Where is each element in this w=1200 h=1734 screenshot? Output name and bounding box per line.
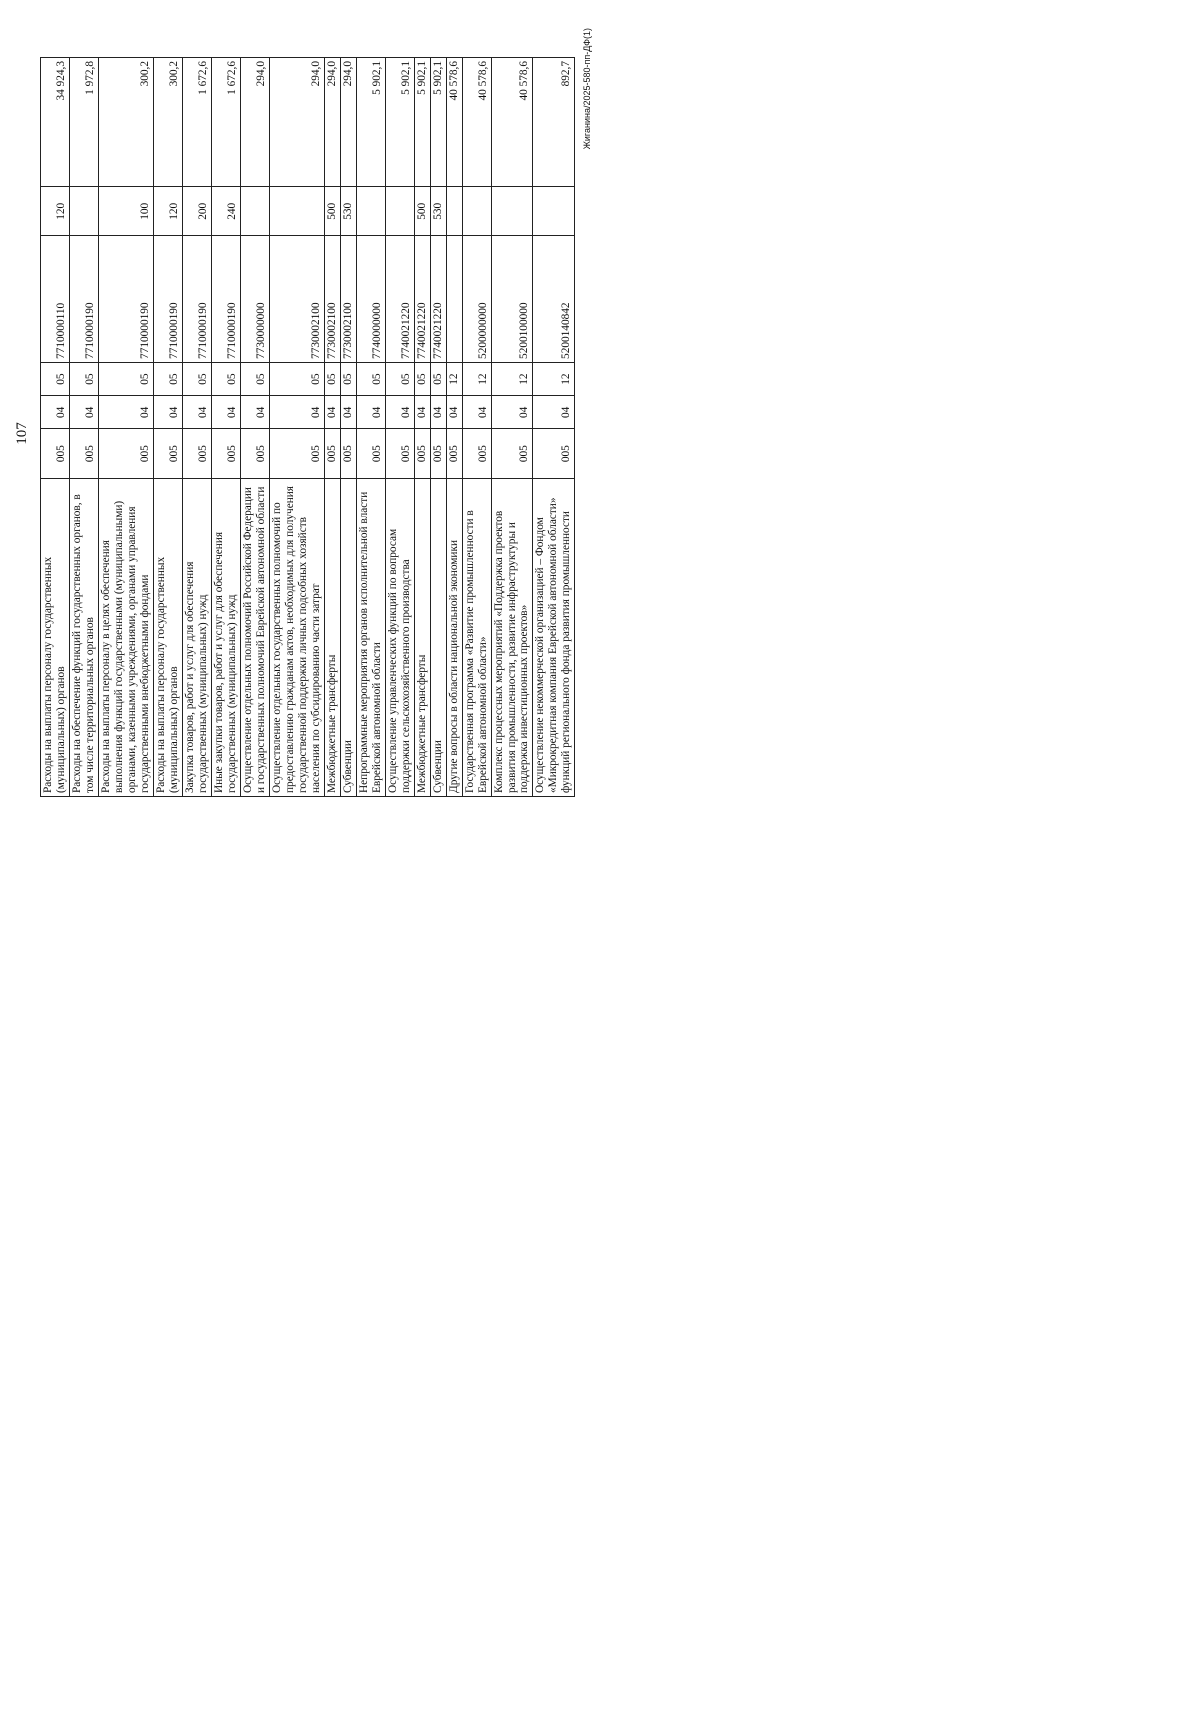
code-ministry: 005 [462,429,491,478]
row-name: Иные закупки товаров, работ и услуг для обеспечения государственных (муниципальных) нужд [211,478,240,796]
code-ministry: 005 [491,429,533,478]
code-expense-type [240,187,269,236]
row-name: Межбюджетные трансферты [414,478,430,796]
code-section: 04 [430,396,446,429]
code-subsection: 05 [414,362,430,395]
amount-cell: 294,0 [269,58,324,187]
code-expense-type: 240 [211,187,240,236]
row-name: Субвенции [340,478,356,796]
code-expense-type: 120 [41,187,70,236]
code-target: 5200140842 [533,236,575,362]
code-ministry: 005 [69,429,98,478]
code-ministry: 005 [446,429,462,478]
amount-cell: 5 902,1 [430,58,446,187]
code-target [446,236,462,362]
row-name: Расходы на выплаты персоналу в целях обеспечения выполнения функций государственными (муниципальными) органами, казенными учреждениями, органами управления государственными внебюджетными фондами [98,478,153,796]
row-name: Другие вопросы в области национальной экономики [446,478,462,796]
code-section: 04 [211,396,240,429]
code-ministry: 005 [356,429,385,478]
code-ministry: 005 [269,429,324,478]
code-ministry: 005 [340,429,356,478]
code-expense-type: 530 [430,187,446,236]
amount-cell: 40 578,6 [446,58,462,187]
table-row [269,58,324,797]
row-name: Субвенции [430,478,446,796]
code-target: 7710000190 [153,236,182,362]
code-expense-type: 200 [182,187,211,236]
code-subsection: 05 [385,362,414,395]
code-expense-type: 120 [153,187,182,236]
amount-cell: 294,0 [240,58,269,187]
row-name: Осуществление отдельных полномочий Российской Федерации и государственных полномочий Еврейской автономной области [240,478,269,796]
code-section: 04 [269,396,324,429]
code-ministry: 005 [211,429,240,478]
code-target: 5200000000 [462,236,491,362]
table-row [491,58,533,797]
code-target: 7710000190 [69,236,98,362]
table-row [340,58,356,797]
code-section: 04 [41,396,70,429]
row-name: Непрограммные мероприятия органов исполнительной власти Еврейской автономной области [356,478,385,796]
code-subsection: 05 [430,362,446,395]
code-target: 7710000190 [211,236,240,362]
row-name: Осуществление отдельных государственных полномочий по предоставлению гражданам актов, необходимых для получения государственной поддержки личных подсобных хозяйств населения по субсидированию части затрат [269,478,324,796]
amount-cell: 294,0 [324,58,340,187]
code-ministry: 005 [385,429,414,478]
code-ministry: 005 [414,429,430,478]
code-subsection: 05 [324,362,340,395]
code-target: 5200100000 [491,236,533,362]
code-expense-type: 530 [340,187,356,236]
code-expense-type: 100 [98,187,153,236]
amount-cell: 294,0 [340,58,356,187]
table-row [356,58,385,797]
code-section: 04 [462,396,491,429]
row-name: Закупка товаров, работ и услуг для обеспечения государственных (муниципальных) нужд [182,478,211,796]
document-stamp: Жиганина/2025-580-пп-ДФ(1) [582,28,592,150]
code-target: 7740021220 [385,236,414,362]
row-name: Расходы на выплаты персоналу государственных (муниципальных) органов [153,478,182,796]
code-section: 04 [153,396,182,429]
code-target: 7730002100 [340,236,356,362]
code-target: 7740021220 [430,236,446,362]
code-subsection: 12 [491,362,533,395]
code-subsection: 05 [340,362,356,395]
amount-cell: 5 902,1 [356,58,385,187]
code-subsection: 05 [98,362,153,395]
amount-cell: 40 578,6 [462,58,491,187]
code-subsection: 05 [153,362,182,395]
code-section: 04 [533,396,575,429]
code-section: 04 [491,396,533,429]
amount-cell: 1 972,8 [69,58,98,187]
code-target: 7710000190 [182,236,211,362]
code-section: 04 [182,396,211,429]
code-subsection: 12 [533,362,575,395]
table-row [41,58,70,797]
table-row [385,58,414,797]
table-row [462,58,491,797]
code-ministry: 005 [324,429,340,478]
row-name: Расходы на обеспечение функций государственных органов, в том числе территориальных органов [69,478,98,796]
code-subsection: 05 [41,362,70,395]
table-row [182,58,211,797]
code-expense-type [533,187,575,236]
amount-cell: 5 902,1 [414,58,430,187]
code-target: 7740000000 [356,236,385,362]
table-row [211,58,240,797]
table-row [533,58,575,797]
code-section: 04 [356,396,385,429]
code-target: 7730002100 [269,236,324,362]
code-expense-type [356,187,385,236]
code-subsection: 05 [182,362,211,395]
code-target: 7710000110 [41,236,70,362]
code-ministry: 005 [533,429,575,478]
page-107 [0,0,600,867]
page-number: 107 [14,422,30,445]
code-section: 04 [340,396,356,429]
code-section: 04 [446,396,462,429]
amount-cell: 300,2 [153,58,182,187]
amount-cell: 1 672,6 [211,58,240,187]
code-section: 04 [414,396,430,429]
row-name: Расходы на выплаты персоналу государственных (муниципальных) органов [41,478,70,796]
code-subsection: 12 [446,362,462,395]
code-ministry: 005 [153,429,182,478]
code-section: 04 [385,396,414,429]
code-expense-type: 500 [414,187,430,236]
amount-cell: 34 924,3 [41,58,70,187]
amount-cell: 1 672,6 [182,58,211,187]
code-ministry: 005 [98,429,153,478]
code-subsection: 05 [269,362,324,395]
code-section: 04 [98,396,153,429]
code-expense-type [269,187,324,236]
table-row [153,58,182,797]
code-target: 7710000190 [98,236,153,362]
code-subsection: 05 [69,362,98,395]
table-row [446,58,462,797]
code-expense-type [462,187,491,236]
table-row [240,58,269,797]
code-ministry: 005 [240,429,269,478]
code-ministry: 005 [430,429,446,478]
code-section: 04 [324,396,340,429]
code-expense-type: 500 [324,187,340,236]
row-name: Комплекс процессных мероприятий «Поддержка проектов развития промышленности, развитие инфраструктуры и поддержка инвестиционных проектов» [491,478,533,796]
budget-table [40,57,575,797]
amount-cell: 300,2 [98,58,153,187]
code-subsection: 12 [462,362,491,395]
code-expense-type [491,187,533,236]
code-expense-type [385,187,414,236]
code-subsection: 05 [240,362,269,395]
table-row [98,58,153,797]
table-row [414,58,430,797]
code-expense-type [446,187,462,236]
amount-cell: 40 578,6 [491,58,533,187]
table-row [69,58,98,797]
code-target: 7730000000 [240,236,269,362]
code-expense-type [69,187,98,236]
code-subsection: 05 [211,362,240,395]
code-ministry: 005 [182,429,211,478]
code-target: 7740021220 [414,236,430,362]
code-ministry: 005 [41,429,70,478]
row-name: Осуществление управленческих функций по вопросам поддержки сельскохозяйственного производства [385,478,414,796]
row-name: Межбюджетные трансферты [324,478,340,796]
code-subsection: 05 [356,362,385,395]
amount-cell: 892,7 [533,58,575,187]
table-row [430,58,446,797]
table-row [324,58,340,797]
code-section: 04 [69,396,98,429]
code-section: 04 [240,396,269,429]
code-target: 7730002100 [324,236,340,362]
amount-cell: 5 902,1 [385,58,414,187]
row-name: Осуществление некоммерческой организацией – Фондом «Микрокредитная компания Еврейской автономной области» функций регионального фонда развития промышленности [533,478,575,796]
row-name: Государственная программа «Развитие промышленности в Еврейской автономной области» [462,478,491,796]
